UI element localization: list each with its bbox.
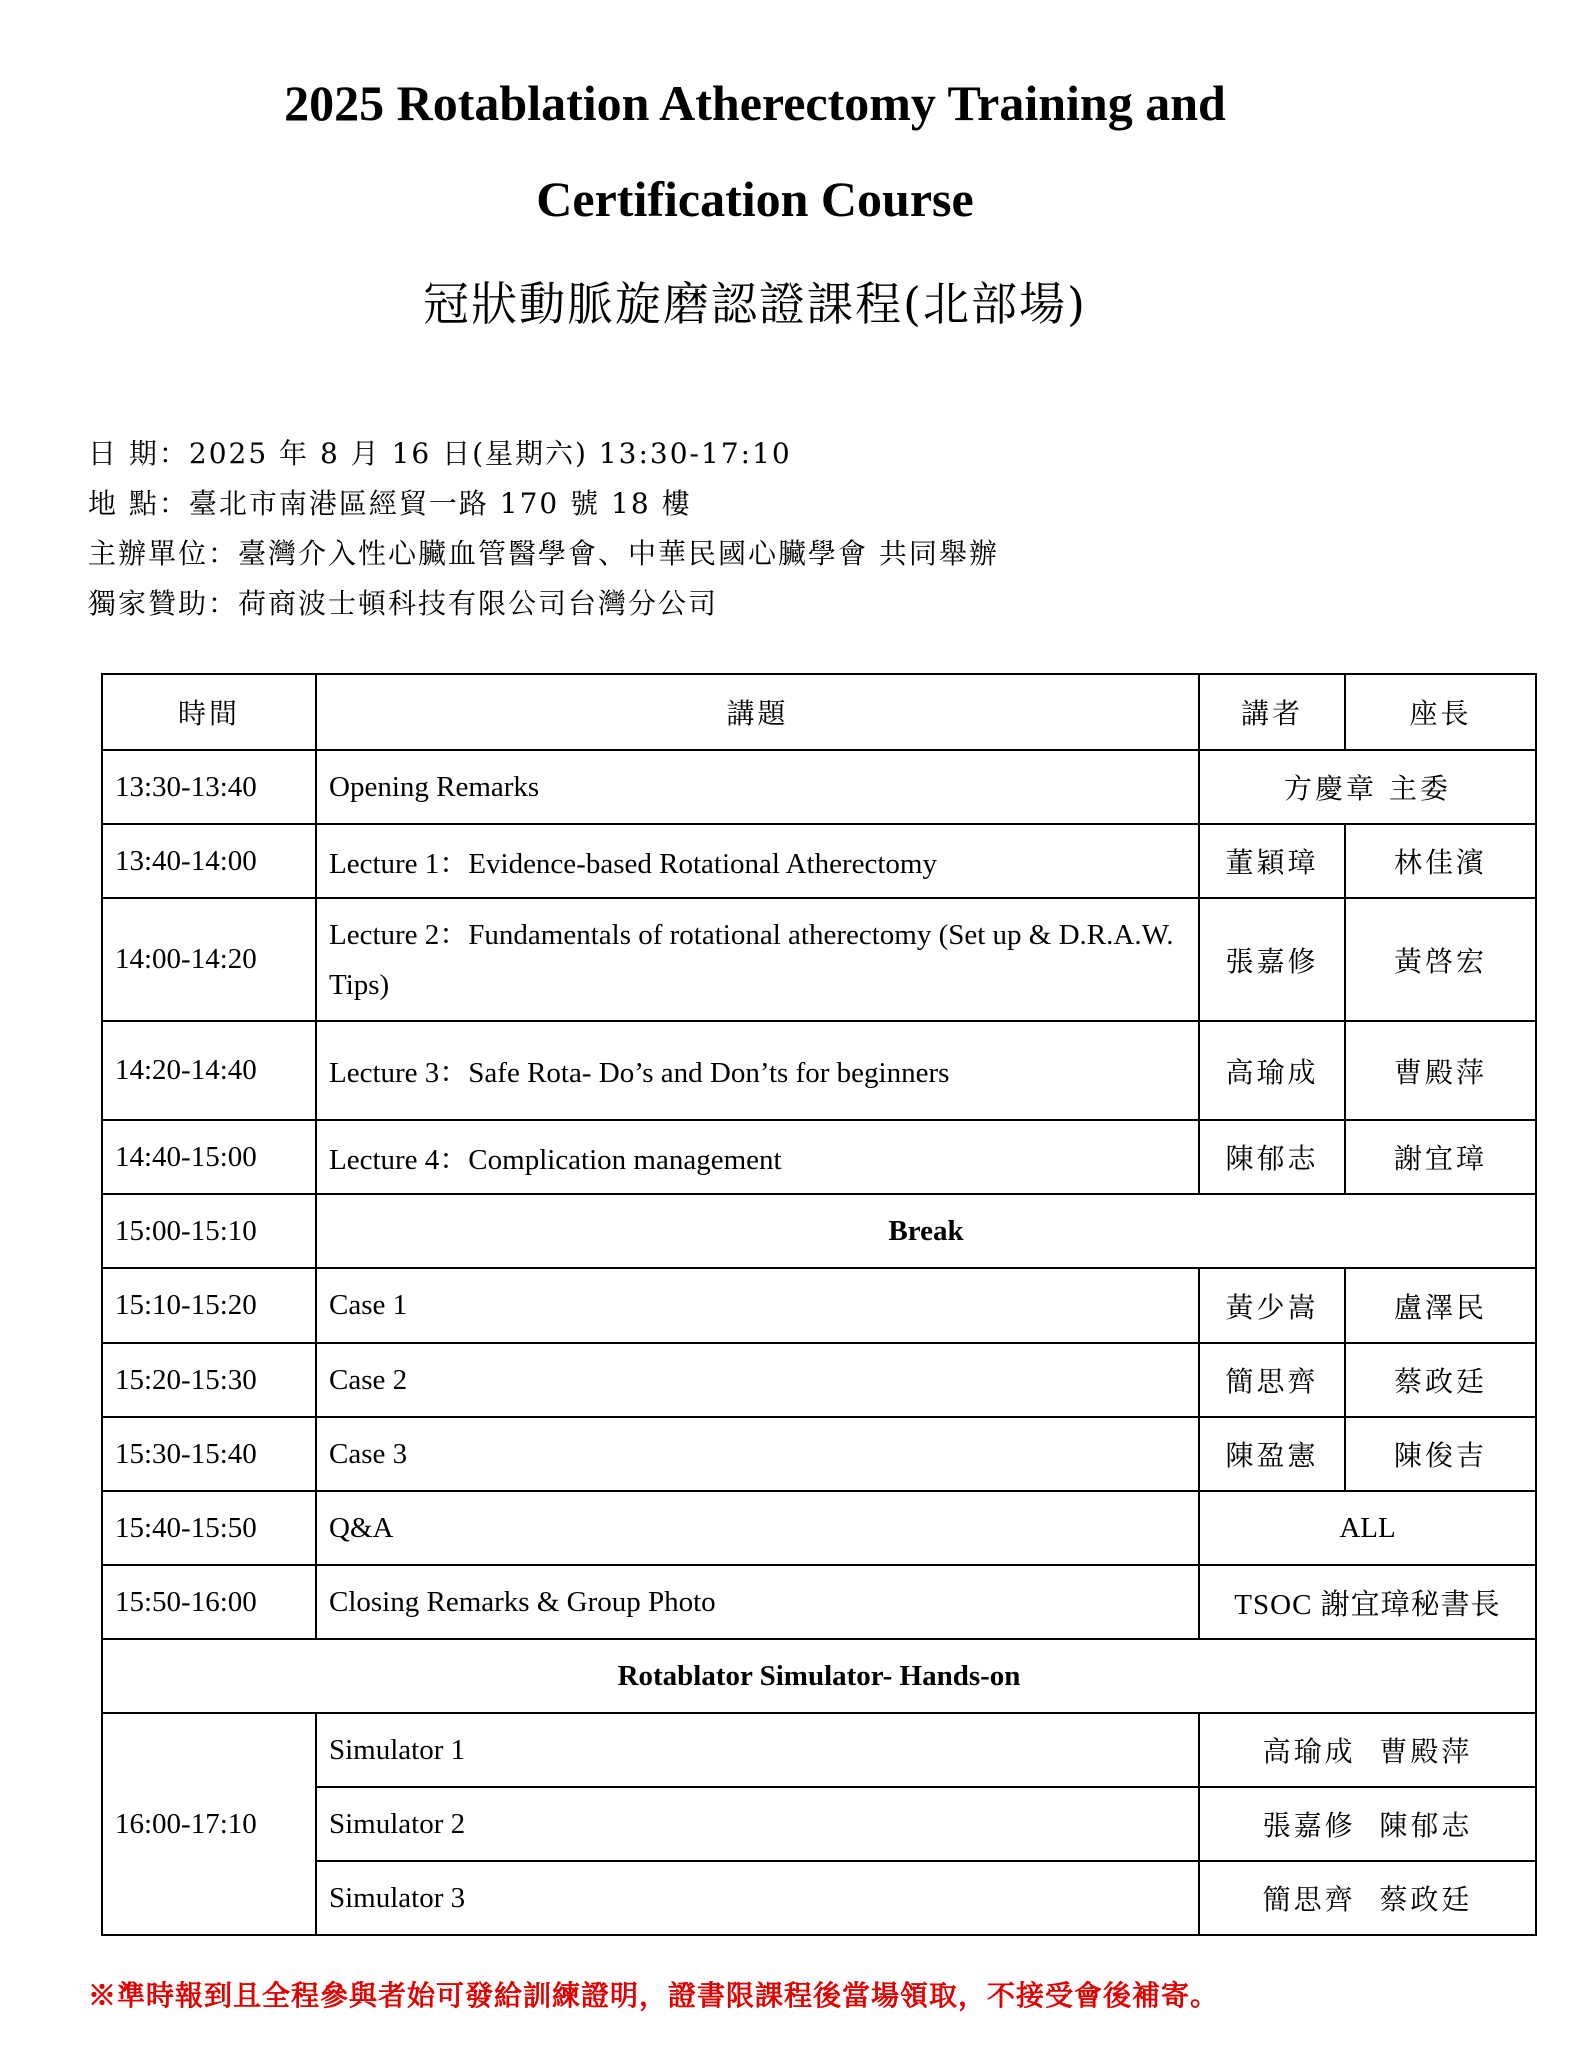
row-chair: 林佳濱 xyxy=(1345,824,1536,898)
row-speaker: 陳盈憲 xyxy=(1199,1417,1345,1491)
event-location: 地 點：臺北市南港區經貿一路 170 號 18 樓 xyxy=(88,487,692,520)
row-time: 15:00-15:10 xyxy=(102,1194,316,1268)
row-chair: 謝宜璋 xyxy=(1345,1120,1536,1194)
simulator-people: 高瑜成 曹殿萍 xyxy=(1199,1713,1536,1787)
event-organizer: 主辦單位：臺灣介入性心臟血管醫學會、中華民國心臟學會 共同舉辦 xyxy=(88,537,999,570)
simulator-time: 16:00-17:10 xyxy=(102,1713,316,1935)
row-time: 13:40-14:00 xyxy=(102,824,316,898)
row-time: 15:30-15:40 xyxy=(102,1417,316,1491)
row-chair: 蔡政廷 xyxy=(1345,1343,1536,1417)
table-row-break xyxy=(102,1194,1536,1268)
row-chair: 黃啓宏 xyxy=(1345,898,1536,1021)
title-line-1: 2025 Rotablation Atherectomy Training and xyxy=(284,75,1226,131)
table-row xyxy=(102,1565,1536,1639)
header-speaker: 講者 xyxy=(1199,674,1345,750)
row-time: 14:00-14:20 xyxy=(102,898,316,1021)
event-date: 日 期：2025 年 8 月 16 日(星期六) 13:30-17:10 xyxy=(88,437,792,470)
row-time: 13:30-13:40 xyxy=(102,750,316,824)
simulator-topic: Simulator 2 xyxy=(316,1787,1199,1861)
row-topic: Opening Remarks xyxy=(316,750,1199,824)
row-topic: Q&A xyxy=(316,1491,1199,1565)
simulator-row xyxy=(102,1713,1536,1787)
header-topic: 講題 xyxy=(316,674,1199,750)
row-topic: Case 2 xyxy=(316,1343,1199,1417)
header-chair: 座長 xyxy=(1345,674,1536,750)
table-row xyxy=(102,824,1536,898)
break-label: Break xyxy=(316,1194,1536,1268)
row-speaker: 張嘉修 xyxy=(1199,898,1345,1021)
table-row xyxy=(102,1491,1536,1565)
simulator-topic: Simulator 3 xyxy=(316,1861,1199,1935)
simulator-row xyxy=(102,1787,1536,1861)
simulator-people: 簡思齊 蔡政廷 xyxy=(1199,1861,1536,1935)
simulator-row xyxy=(102,1861,1536,1935)
simulator-people: 張嘉修 陳郁志 xyxy=(1199,1787,1536,1861)
row-topic: Lecture 3：Safe Rota- Do’s and Don’ts for beginners xyxy=(316,1021,1199,1120)
row-chair: 曹殿萍 xyxy=(1345,1021,1536,1120)
row-speaker: 簡思齊 xyxy=(1199,1343,1345,1417)
row-topic: Lecture 2：Fundamentals of rotational atherectomy (Set up & D.R.A.W. Tips) xyxy=(316,898,1199,1021)
table-row xyxy=(102,1120,1536,1194)
table-row xyxy=(102,750,1536,824)
section-title: Rotablator Simulator- Hands-on xyxy=(102,1639,1536,1713)
certificate-notice: ※準時報到且全程參與者始可發給訓練證明，證書限課程後當場領取，不接受會後補寄。 xyxy=(88,1979,1220,2012)
row-time: 15:20-15:30 xyxy=(102,1343,316,1417)
row-topic: Case 3 xyxy=(316,1417,1199,1491)
row-time: 15:50-16:00 xyxy=(102,1565,316,1639)
row-speaker: 黃少嵩 xyxy=(1199,1268,1345,1343)
row-time: 14:40-15:00 xyxy=(102,1120,316,1194)
row-merged: ALL xyxy=(1199,1491,1536,1565)
row-time: 14:20-14:40 xyxy=(102,1021,316,1120)
row-time: 15:10-15:20 xyxy=(102,1268,316,1343)
row-topic: Lecture 4：Complication management xyxy=(316,1120,1199,1194)
row-speaker: 董穎璋 xyxy=(1199,824,1345,898)
simulator-topic: Simulator 1 xyxy=(316,1713,1199,1787)
row-topic: Closing Remarks & Group Photo xyxy=(316,1565,1199,1639)
table-row xyxy=(102,1021,1536,1120)
row-merged: 方慶章 主委 xyxy=(1199,750,1536,824)
row-chair: 盧澤民 xyxy=(1345,1268,1536,1343)
section-row xyxy=(102,1639,1536,1713)
event-sponsor: 獨家贊助：荷商波士頓科技有限公司台灣分公司 xyxy=(88,587,719,620)
header-time: 時間 xyxy=(102,674,316,750)
table-row xyxy=(102,1268,1536,1343)
schedule-table xyxy=(101,673,1537,1936)
row-speaker: 高瑜成 xyxy=(1199,1021,1345,1120)
row-topic: Lecture 1：Evidence-based Rotational Atherectomy xyxy=(316,824,1199,898)
row-topic: Case 1 xyxy=(316,1268,1199,1343)
table-header-row xyxy=(102,674,1536,750)
table-row xyxy=(102,1417,1536,1491)
table-row xyxy=(102,1343,1536,1417)
row-chair: 陳俊吉 xyxy=(1345,1417,1536,1491)
title-chinese: 冠狀動脈旋磨認證課程(北部場) xyxy=(423,277,1087,331)
row-merged: TSOC 謝宜璋秘書長 xyxy=(1199,1565,1536,1639)
table-row xyxy=(102,898,1536,1021)
row-time: 15:40-15:50 xyxy=(102,1491,316,1565)
title-line-2: Certification Course xyxy=(536,171,974,227)
row-speaker: 陳郁志 xyxy=(1199,1120,1345,1194)
